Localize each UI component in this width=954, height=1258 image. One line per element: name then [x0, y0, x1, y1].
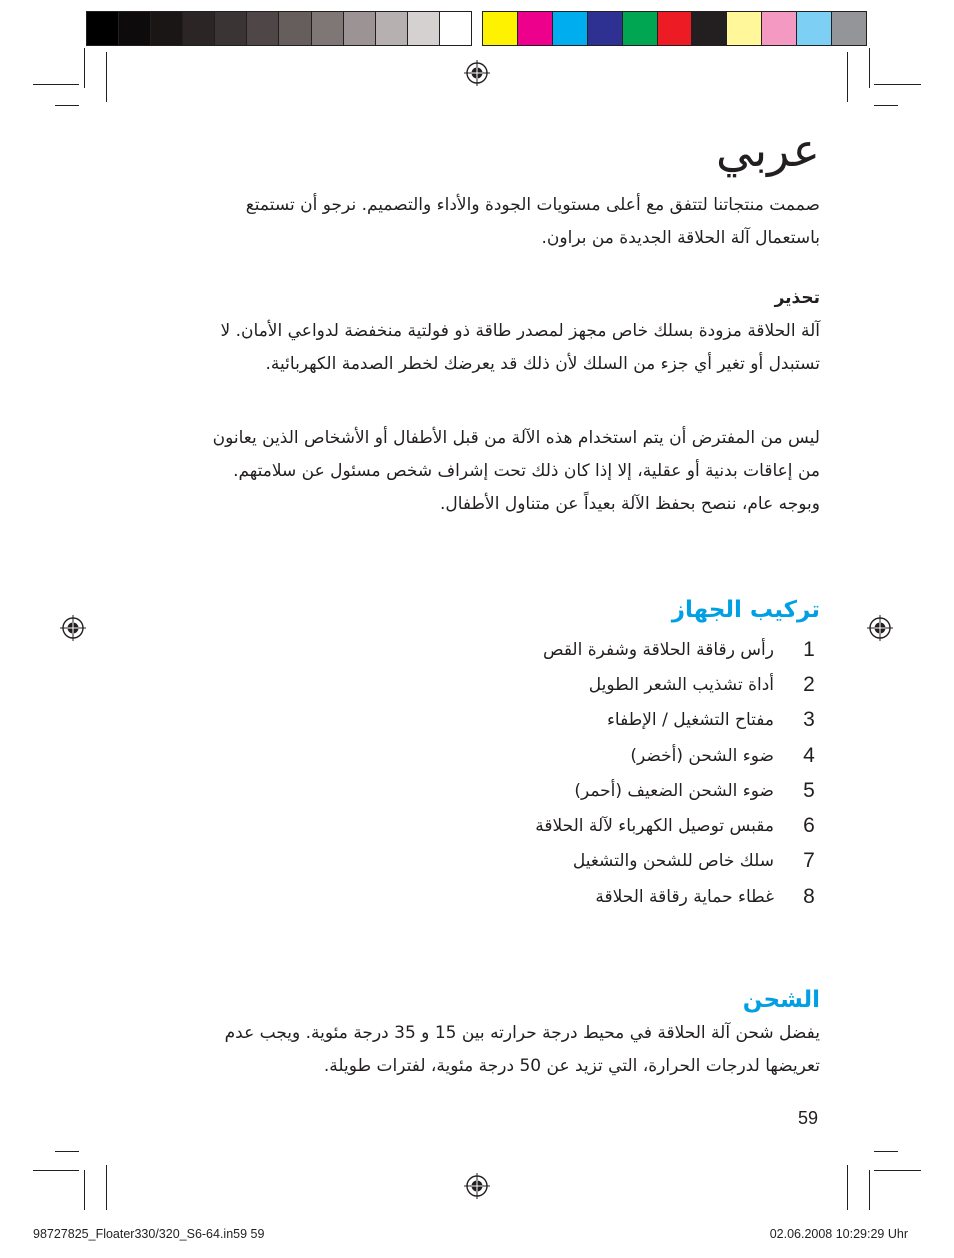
slug-filename: 98727825_Floater330/320_S6-64.in59 59: [33, 1227, 265, 1241]
crop-mark: [874, 1170, 921, 1171]
list-item-label: سلك خاص للشحن والتشغيل: [572, 851, 774, 872]
list-item-label: غطاء حماية رقاقة الحلاقة: [595, 886, 774, 907]
registration-mark-icon: [464, 1173, 490, 1199]
crop-mark: [874, 1151, 898, 1152]
page-number: 59: [798, 1108, 819, 1128]
intro-line: باستعمال آلة الحلاقة الجديدة من براون.: [541, 228, 820, 248]
list-item-label: ضوء الشحن الضعيف (أحمر): [574, 780, 774, 801]
gray-swatch: [215, 12, 247, 45]
assembly-section: [130, 593, 820, 627]
page-title: عربي: [716, 123, 820, 177]
process-swatch: [832, 12, 866, 45]
crop-mark: [874, 105, 898, 106]
warning-section: [130, 282, 820, 381]
list-item: [535, 879, 820, 914]
slug-timestamp: 02.06.2008 10:29:29 Uhr: [769, 1227, 908, 1241]
list-item-number: 4: [803, 743, 815, 767]
crop-mark: [869, 1170, 870, 1210]
list-item-number: 2: [803, 672, 815, 696]
list-item: [535, 703, 820, 738]
intro-paragraph: [130, 189, 820, 255]
list-item: [535, 773, 820, 808]
list-item-number: 3: [803, 708, 815, 732]
intro-line: صممت منتجاتنا لتتفق مع أعلى مستويات الجودة والأداء والتصميم. نرجو أن تستمتع: [245, 195, 820, 215]
children-line: ليس من المفترض أن يتم استخدام هذه الآلة من قبل الأطفال أو الأشخاص الذين يعانون: [212, 428, 820, 448]
warning-line: آلة الحلاقة مزودة بسلك خاص مجهز لمصدر طاقة ذو فولتية منخفضة لدواعي الأمان. لا: [220, 321, 820, 341]
gray-swatch: [247, 12, 279, 45]
process-swatch: [483, 12, 518, 45]
list-item: [535, 632, 820, 667]
process-swatch: [553, 12, 588, 45]
list-item: [535, 667, 820, 702]
charging-line: يفضل شحن آلة الحلاقة في محيط درجة حرارته بين 15 و 35 درجة مئوية. ويجب عدم: [224, 1023, 820, 1043]
list-item-number: 8: [803, 884, 815, 908]
crop-mark: [33, 1170, 79, 1171]
grayscale-color-bar: [86, 11, 472, 46]
children-paragraph: [130, 422, 820, 521]
process-swatch: [518, 12, 553, 45]
registration-mark-icon: [464, 60, 490, 86]
crop-mark: [106, 52, 107, 102]
crop-mark: [55, 1151, 79, 1152]
gray-swatch: [312, 12, 344, 45]
list-item-label: ضوء الشحن (أخضر): [630, 745, 774, 766]
charging-paragraph: [130, 1017, 820, 1083]
assembly-parts-list: [535, 632, 820, 914]
gray-swatch: [440, 12, 471, 45]
list-item: [535, 738, 820, 773]
process-color-bar: [482, 11, 867, 46]
process-swatch: [658, 12, 693, 45]
list-item-label: رأس رقاقة الحلاقة وشفرة القص: [543, 639, 774, 660]
process-swatch: [797, 12, 832, 45]
warning-line: تستبدل أو تغير أي جزء من السلك لأن ذلك قد يعرضك لخطر الصدمة الكهربائية.: [265, 354, 820, 374]
children-line: من إعاقات بدنية أو عقلية، إلا إذا كان ذلك تحت إشراف شخص مسئول عن سلامتهم.: [233, 461, 820, 481]
crop-mark: [84, 48, 85, 88]
list-item-number: 1: [803, 637, 815, 661]
list-item-label: أداة تشذيب الشعر الطويل: [588, 674, 774, 695]
list-item-label: مفتاح التشغيل / الإطفاء: [606, 710, 774, 731]
process-swatch: [588, 12, 623, 45]
children-line: وبوجه عام، ننصح بحفظ الآلة بعيداً عن متناول الأطفال.: [439, 494, 820, 514]
charging-heading: الشحن: [742, 987, 820, 1013]
process-swatch: [762, 12, 797, 45]
crop-mark: [84, 1170, 85, 1210]
registration-mark-icon: [867, 615, 893, 641]
warning-heading: تحذير: [774, 288, 820, 308]
list-item-number: 5: [803, 778, 815, 802]
gray-swatch: [279, 12, 311, 45]
gray-swatch: [344, 12, 376, 45]
gray-swatch: [183, 12, 215, 45]
process-swatch: [727, 12, 762, 45]
list-item-label: مقبس توصيل الكهرباء لآلة الحلاقة: [535, 816, 774, 837]
gray-swatch: [87, 12, 119, 45]
gray-swatch: [376, 12, 408, 45]
process-swatch: [692, 12, 727, 45]
crop-mark: [874, 84, 921, 85]
crop-mark: [847, 1165, 848, 1210]
registration-mark-icon: [60, 615, 86, 641]
gray-swatch: [119, 12, 151, 45]
process-swatch: [623, 12, 658, 45]
assembly-heading: تركيب الجهاز: [671, 597, 820, 623]
list-item: [535, 808, 820, 843]
crop-mark: [847, 52, 848, 102]
crop-mark: [106, 1165, 107, 1210]
list-item: [535, 844, 820, 879]
list-item-number: 6: [803, 814, 815, 838]
gray-swatch: [408, 12, 440, 45]
charging-section: [130, 983, 820, 1017]
crop-mark: [33, 84, 79, 85]
crop-mark: [55, 105, 79, 106]
gray-swatch: [151, 12, 183, 45]
crop-mark: [869, 48, 870, 88]
charging-line: تعريضها لدرجات الحرارة، التي تزيد عن 50 درجة مئوية، لفترات طويلة.: [323, 1056, 820, 1076]
list-item-number: 7: [803, 849, 815, 873]
